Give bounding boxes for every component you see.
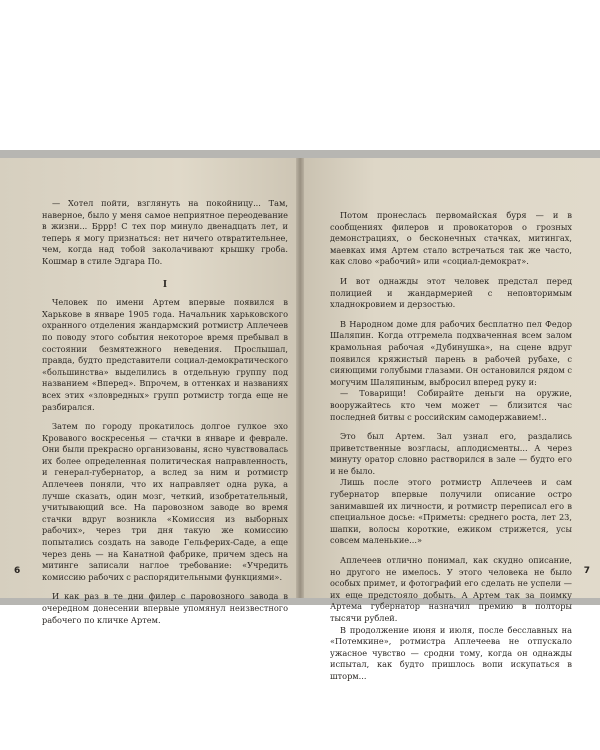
paragraph: — Товарищи! Собирайте деньги на оружие, вооружайтесь кто чем может — близится час последней битвы с российским самодержавием!.. xyxy=(330,388,572,422)
paragraph: Человек по имени Артем впервые появился в Харькове в январе 1905 года. Начальник харьковского охранного отделения жандармский ротмистр Аплечеев по поводу этого события некоторое время пребывал в состоянии безмятежного неведения. Прослышал, правда, будто представители социал-демократического «большинства» выделились в отдельную группу под названием «Вперед». Впрочем, в оттенках и названиях всех этих «зловредных» групп ротмистр тогда еще не разбирался. xyxy=(42,297,288,412)
paragraph: В Народном доме для рабочих бесплатно пел Федор Шаляпин. Когда отгремела подхваченная всем залом крамольная рабочая «Дубинушка», на сцене вдруг появился кряжистый парень в рабочей рубахе, с сияющими голубыми глазами. Он остановился рядом с могучим Шаляпиным, выбросил вперед руку и: xyxy=(330,318,572,387)
paragraph: Затем по городу прокатилось долгое гулкое эхо Кровавого воскресенья — стачки в январе и феврале. Они были прекрасно организованы, ясно чувствовалась их более определенная политическая направленность, и генерал-губернатор, а вслед за ним и ротмистр Аплечеев поняли, что их направляет одна рука, а лучше сказать, один мозг, четкий, изобретательный, учитывающий все. На паровозном заводе во время стачки вдруг возникла «Комиссия из выборных рабочих», через три дня такую же комиссию попытались создать на заводе Гельферих-Саде, а еще через день — на Канатной фабрике, причем здесь на митинге записали наглое требование: «Учредить комиссию рабочих с распорядительными функциями». xyxy=(42,421,288,582)
paragraph: В продолжение июня и июля, после бесславных на «Потемкине», ротмистра Аплечеева не отпускало ужасное чувство — сродни тому, когда он однажды испытал, как будто пришлось вопи искупаться в шторм... xyxy=(330,624,572,681)
right-page-text xyxy=(330,210,572,683)
paragraph: Потом пронеслась первомайская буря — и в сообщениях филеров и провокаторов о грозных демонстрациях, о бесконечных стачках, митингах, маевках имя Артем стало встречаться так же часто, как слово «рабочий» или «социал-демократ». xyxy=(330,210,572,267)
left-page-text xyxy=(42,198,288,626)
left-page xyxy=(0,158,300,625)
paragraph: Это был Артем. Зал узнал его, раздались приветственные возгласы, аплодисменты... А через минуту оратор словно растворился в зале — будто его и не было. xyxy=(330,431,572,476)
page-number-right: 7 xyxy=(583,566,590,576)
book-spine xyxy=(296,158,304,598)
paragraph: Аплечеев отлично понимал, как скудно описание, но другого не имелось. У этого человека не было особых примет, и фотографий его сделать не успели — их еще предстояло добыть. А Артем так за поимку Артема губернатор назначил премию в полторы тысячи рублей. xyxy=(330,555,572,623)
chapter-number: I xyxy=(162,279,168,290)
opening-paragraph: — Хотел пойти, взглянуть на покойницу... Там, наверное, было у меня самое неприятное переодевание в жизни... Бррр! С тех пор минуло двенадцать лет, и теперь я могу признаться: нет ничего отвратительнее, чем, когда над тобой заколачивают крышку гроба. Кошмар в стиле Эдгара По. xyxy=(42,198,288,266)
paragraph: Лишь после этого ротмистр Аплечеев и сам губернатор впервые получили описание остро занимавшей их личности, и ротмистр переписал его в специальное досье: «Приметы: среднего роста, лет 23, шапки, волосы короткие, ежиком стрижется, усы совсем маленькие...» xyxy=(330,477,572,546)
paragraph: И вот однажды этот человек предстал перед полицией и жандармерией с неповторимым хладнокровием и дерзостью. xyxy=(330,275,572,310)
open-book xyxy=(0,158,600,681)
paragraph: И как раз в те дни филер с паровозного завода в очередном донесении впервые упомянул неизвестного рабочего по кличке Артем. xyxy=(42,591,288,625)
page-number-left: 6 xyxy=(14,566,21,576)
right-page xyxy=(300,158,600,681)
